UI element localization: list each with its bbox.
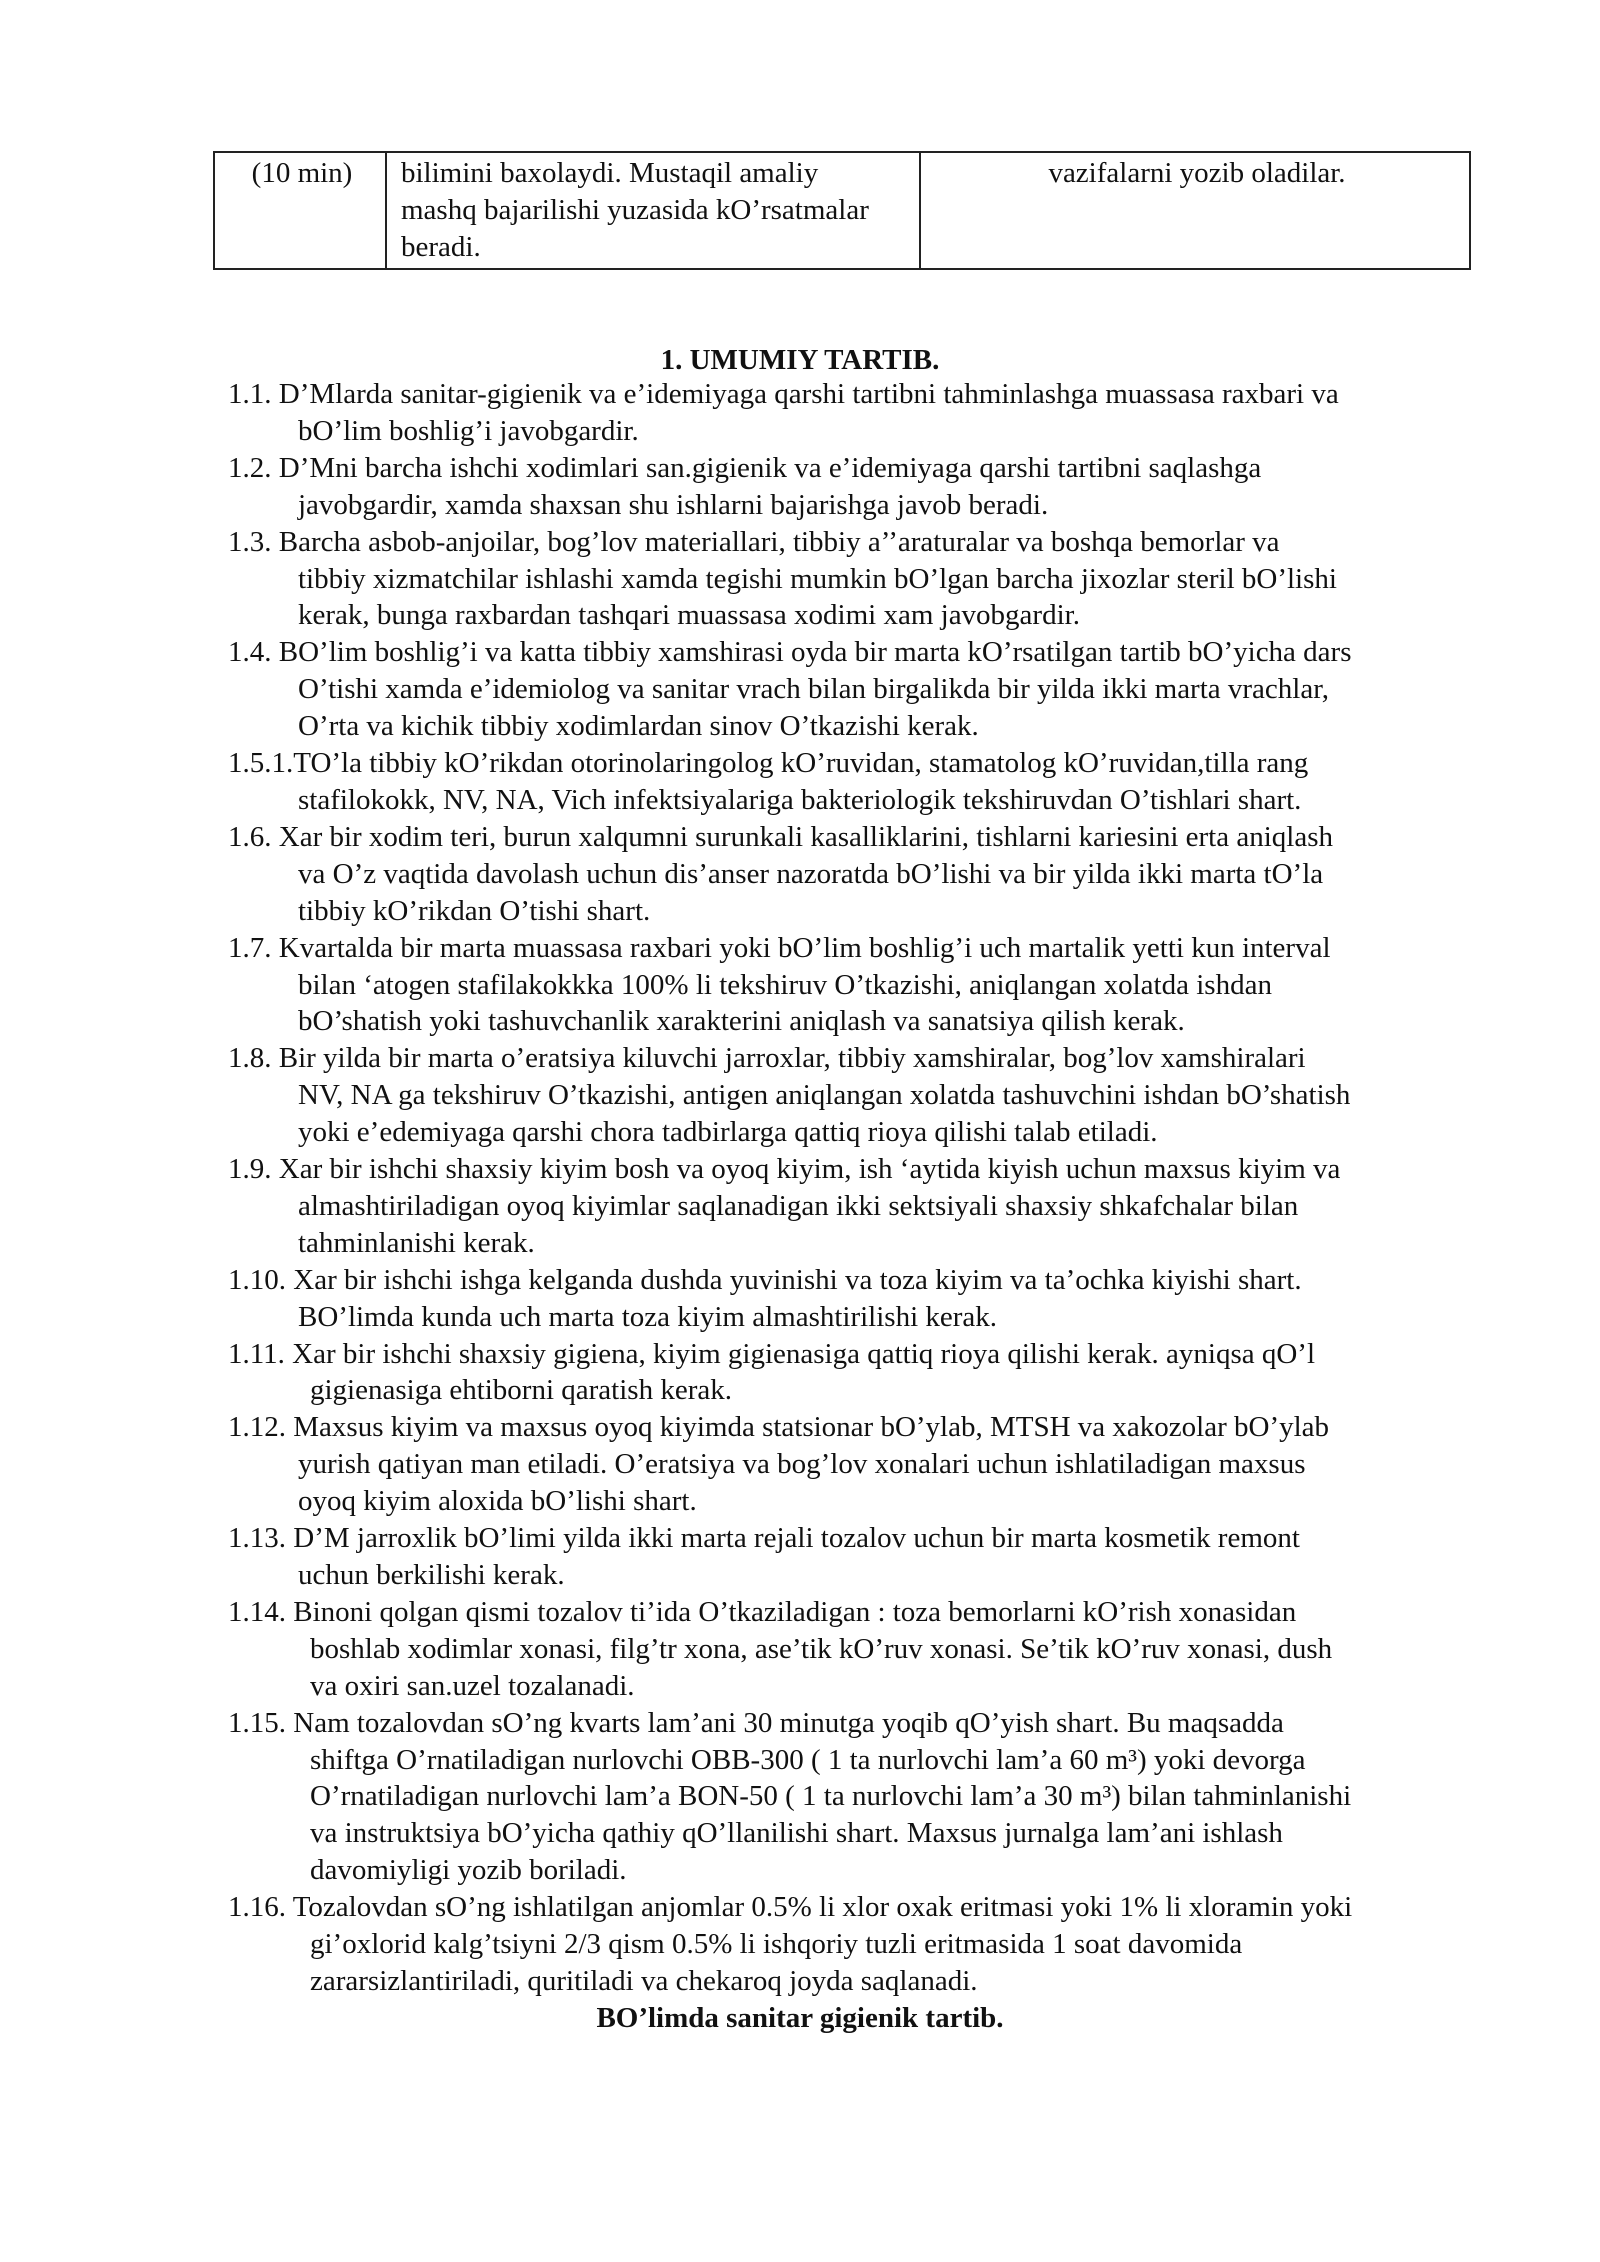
rule-item-line: gigienasiga ehtiborni qaratish kerak.: [310, 1374, 732, 1407]
table-cell-time: (10 min): [214, 152, 386, 269]
rule-item-line: boshlab xodimlar xonasi, filg’tr xona, ase’tik kO’ruv xonasi. Se’tik kO’ruv xonasi, dush: [310, 1632, 1333, 1665]
table-cell-line: beradi.: [401, 231, 481, 263]
rule-item-line: bilan ‘atogen stafilakokkka 100% li tekshiruv O’tkazishi, aniqlangan xolatda ishdan: [298, 968, 1272, 1001]
rule-item-first-line: 1.1. D’Mlarda sanitar-gigienik va e’idemiyaga qarshi tartibni tahminlashga muassasa raxbari va: [228, 378, 1339, 410]
rule-item-first-line: 1.7. Kvartalda bir marta muassasa raxbari yoki bO’lim boshlig’i uch martalik yetti kun interval: [228, 931, 1331, 964]
rule-item-line: va instruktsiya bO’yicha qathiy qO’llanilishi shart. Maxsus jurnalga lam’ani ishlash: [310, 1817, 1283, 1850]
rule-item-first-line: 1.13. D’M jarroxlik bO’limi yilda ikki marta rejali tozalov uchun bir marta kosmetik remont: [228, 1522, 1300, 1555]
rule-item-line: oyoq kiyim aloxida bO’lishi shart.: [298, 1485, 697, 1518]
rule-item: [228, 450, 1490, 524]
rule-item-line: stafilokokk, NV, NA, Vich infektsiyalariga bakteriologik tekshiruvdan O’tishlari shart.: [298, 783, 1302, 816]
lesson-table: [213, 151, 1471, 270]
rule-item-line: bO’lim boshlig’i javobgardir.: [298, 414, 639, 447]
rule-item-first-line: 1.16. Tozalovdan sO’ng ishlatilgan anjomlar 0.5% li xlor oxak eritmasi yoki 1% li xloramin yoki: [228, 1891, 1353, 1924]
rule-item: [228, 1594, 1490, 1705]
rule-item-first-line: 1.15. Nam tozalovdan sO’ng kvarts lam’ani 30 minutga yoqib qO’yish shart. Bu maqsadda: [228, 1706, 1284, 1739]
rule-item: [228, 376, 1490, 450]
rule-item: [228, 745, 1490, 819]
rule-item: [228, 1336, 1490, 1410]
rule-item: [228, 1889, 1490, 2000]
rule-item-line: tibbiy kO’rikdan O’tishi shart.: [298, 894, 651, 927]
rule-item-line: yurish qatiyan man etiladi. O’eratsiya va bog’lov xonalari uchun ishlatiladigan maxsus: [298, 1448, 1306, 1481]
closing-title: BO’limda sanitar gigienik tartib.: [596, 2001, 1004, 2034]
rule-item-line: davomiyligi yozib boriladi.: [310, 1854, 627, 1887]
rule-item-first-line: 1.2. D’Mni barcha ishchi xodimlari san.gigienik va e’idemiyaga qarshi tartibni saqlashga: [228, 451, 1262, 484]
rule-item-line: O’tishi xamda e’idemiolog va sanitar vrach bilan birgalikda bir yilda ikki marta vrachlar,: [298, 673, 1329, 706]
rule-item-line: yoki e’edemiyaga qarshi chora tadbirlarga qattiq rioya qilishi talab etiladi.: [298, 1116, 1158, 1149]
rule-item: [228, 1705, 1490, 1890]
rule-item-line: bO’shatish yoki tashuvchanlik xarakterini aniqlash va sanatsiya qilish kerak.: [298, 1005, 1185, 1038]
rule-item: [228, 1151, 1490, 1262]
rule-item-first-line: 1.14. Binoni qolgan qismi tozalov ti’ida O’tkaziladigan : toza bemorlarni kO’rish xonasidan: [228, 1595, 1297, 1628]
section-title: 1. UMUMIY TARTIB.: [660, 344, 940, 376]
rule-item: [228, 1520, 1490, 1594]
rule-item-line: uchun berkilishi kerak.: [298, 1559, 565, 1591]
rule-item-line: tahminlanishi kerak.: [298, 1226, 535, 1259]
rule-item-line: va oxiri san.uzel tozalanadi.: [310, 1669, 635, 1702]
rule-item-line: javobgardir, xamda shaxsan shu ishlarni bajarishga javob beradi.: [298, 488, 1049, 521]
rule-item-first-line: 1.11. Xar bir ishchi shaxsiy gigiena, kiyim gigienasiga qattiq rioya qilishi kerak. ayniqsa qO’l: [228, 1337, 1316, 1370]
rule-item-line: NV, NA ga tekshiruv O’tkazishi, antigen aniqlangan xolatda tashuvchini ishdan bO’shatish: [298, 1079, 1351, 1112]
rule-item-line: zararsizlantiriladi, quritiladi va chekaroq joyda saqlanadi.: [310, 1964, 978, 1997]
rule-item-line: almashtiriladigan oyoq kiyimlar saqlanadigan ikki sektsiyali shaxsiy shkafchalar bilan: [298, 1189, 1299, 1222]
table-cell-line: bilimini baxolaydi. Mustaqil amaliy: [401, 157, 819, 189]
rule-item-line: tibbiy xizmatchilar ishlashi xamda tegishi mumkin bO’lgan barcha jixozlar steril bO’lishi: [298, 562, 1337, 595]
rule-item-first-line: 1.8. Bir yilda bir marta o’eratsiya kiluvchi jarroxlar, tibbiy xamshiralar, bog’lov xamshiralari: [228, 1042, 1306, 1075]
rule-item: [228, 1040, 1490, 1151]
rule-item-line: O’rta va kichik tibbiy xodimlardan sinov O’tkazishi kerak.: [298, 710, 979, 743]
rule-item-line: va O’z vaqtida davolash uchun dis’anser nazoratda bO’lishi va bir yilda ikki marta tO’la: [298, 857, 1324, 890]
rules-list: [228, 376, 1490, 2037]
rule-item: [228, 930, 1490, 1041]
rule-item: [228, 524, 1490, 635]
table-row: [214, 152, 1470, 269]
rule-item-line: gi’oxlorid kalg’tsiyni 2/3 qism 0.5% li ishqoriy tuzli eritmasida 1 soat davomida: [310, 1928, 1243, 1961]
table-cell-line: mashq bajarilishi yuzasida kO’rsatmalar: [401, 194, 869, 226]
rule-item-first-line: 1.9. Xar bir ishchi shaxsiy kiyim bosh va oyoq kiyim, ish ‘aytida kiyish uchun maxsus kiyim va: [228, 1153, 1341, 1186]
rule-item-first-line: 1.12. Maxsus kiyim va maxsus oyoq kiyimda statsionar bO’ylab, MTSH va xakozolar bO’ylab: [228, 1411, 1330, 1444]
rule-item-first-line: 1.3. Barcha asbob-anjoilar, bog’lov materiallari, tibbiy a’’araturalar va boshqa bemorlar va: [228, 525, 1280, 558]
rule-item-line: shiftga O’rnatiladigan nurlovchi OBB-300 ( 1 ta nurlovchi lam’a 60 m³) yoki devorga: [310, 1743, 1306, 1776]
rule-item: [228, 819, 1490, 930]
rule-item-line: kerak, bunga raxbardan tashqari muassasa xodimi xam javobgardir.: [298, 599, 1080, 632]
rule-item-first-line: 1.4. BO’lim boshlig’i va katta tibbiy xamshirasi oyda bir marta kO’rsatilgan tartib bO’yicha dars: [228, 636, 1352, 669]
rule-item: [228, 634, 1490, 745]
rule-item-first-line: 1.5.1.TO’la tibbiy kO’rikdan otorinolaringolog kO’ruvidan, stamatolog kO’ruvidan,tilla rang: [228, 747, 1309, 780]
rule-item-line: O’rnatiladigan nurlovchi lam’a BON-50 ( 1 ta nurlovchi lam’a 30 m³) bilan tahminlanishi: [310, 1780, 1352, 1813]
rule-item-line: BO’limda kunda uch marta toza kiyim almashtirilishi kerak.: [298, 1300, 998, 1333]
table-cell-student: vazifalarni yozib oladilar.: [920, 152, 1470, 269]
rule-item: [228, 1262, 1490, 1336]
table-cell-teacher: [386, 152, 920, 269]
rule-item-first-line: 1.10. Xar bir ishchi ishga kelganda dushda yuvinishi va toza kiyim va ta’ochka kiyishi shart.: [228, 1263, 1302, 1296]
rule-item-first-line: 1.6. Xar bir xodim teri, burun xalqumni surunkali kasalliklarini, tishlarni kariesini erta aniqlash: [228, 820, 1333, 853]
rule-item: [228, 1409, 1490, 1520]
